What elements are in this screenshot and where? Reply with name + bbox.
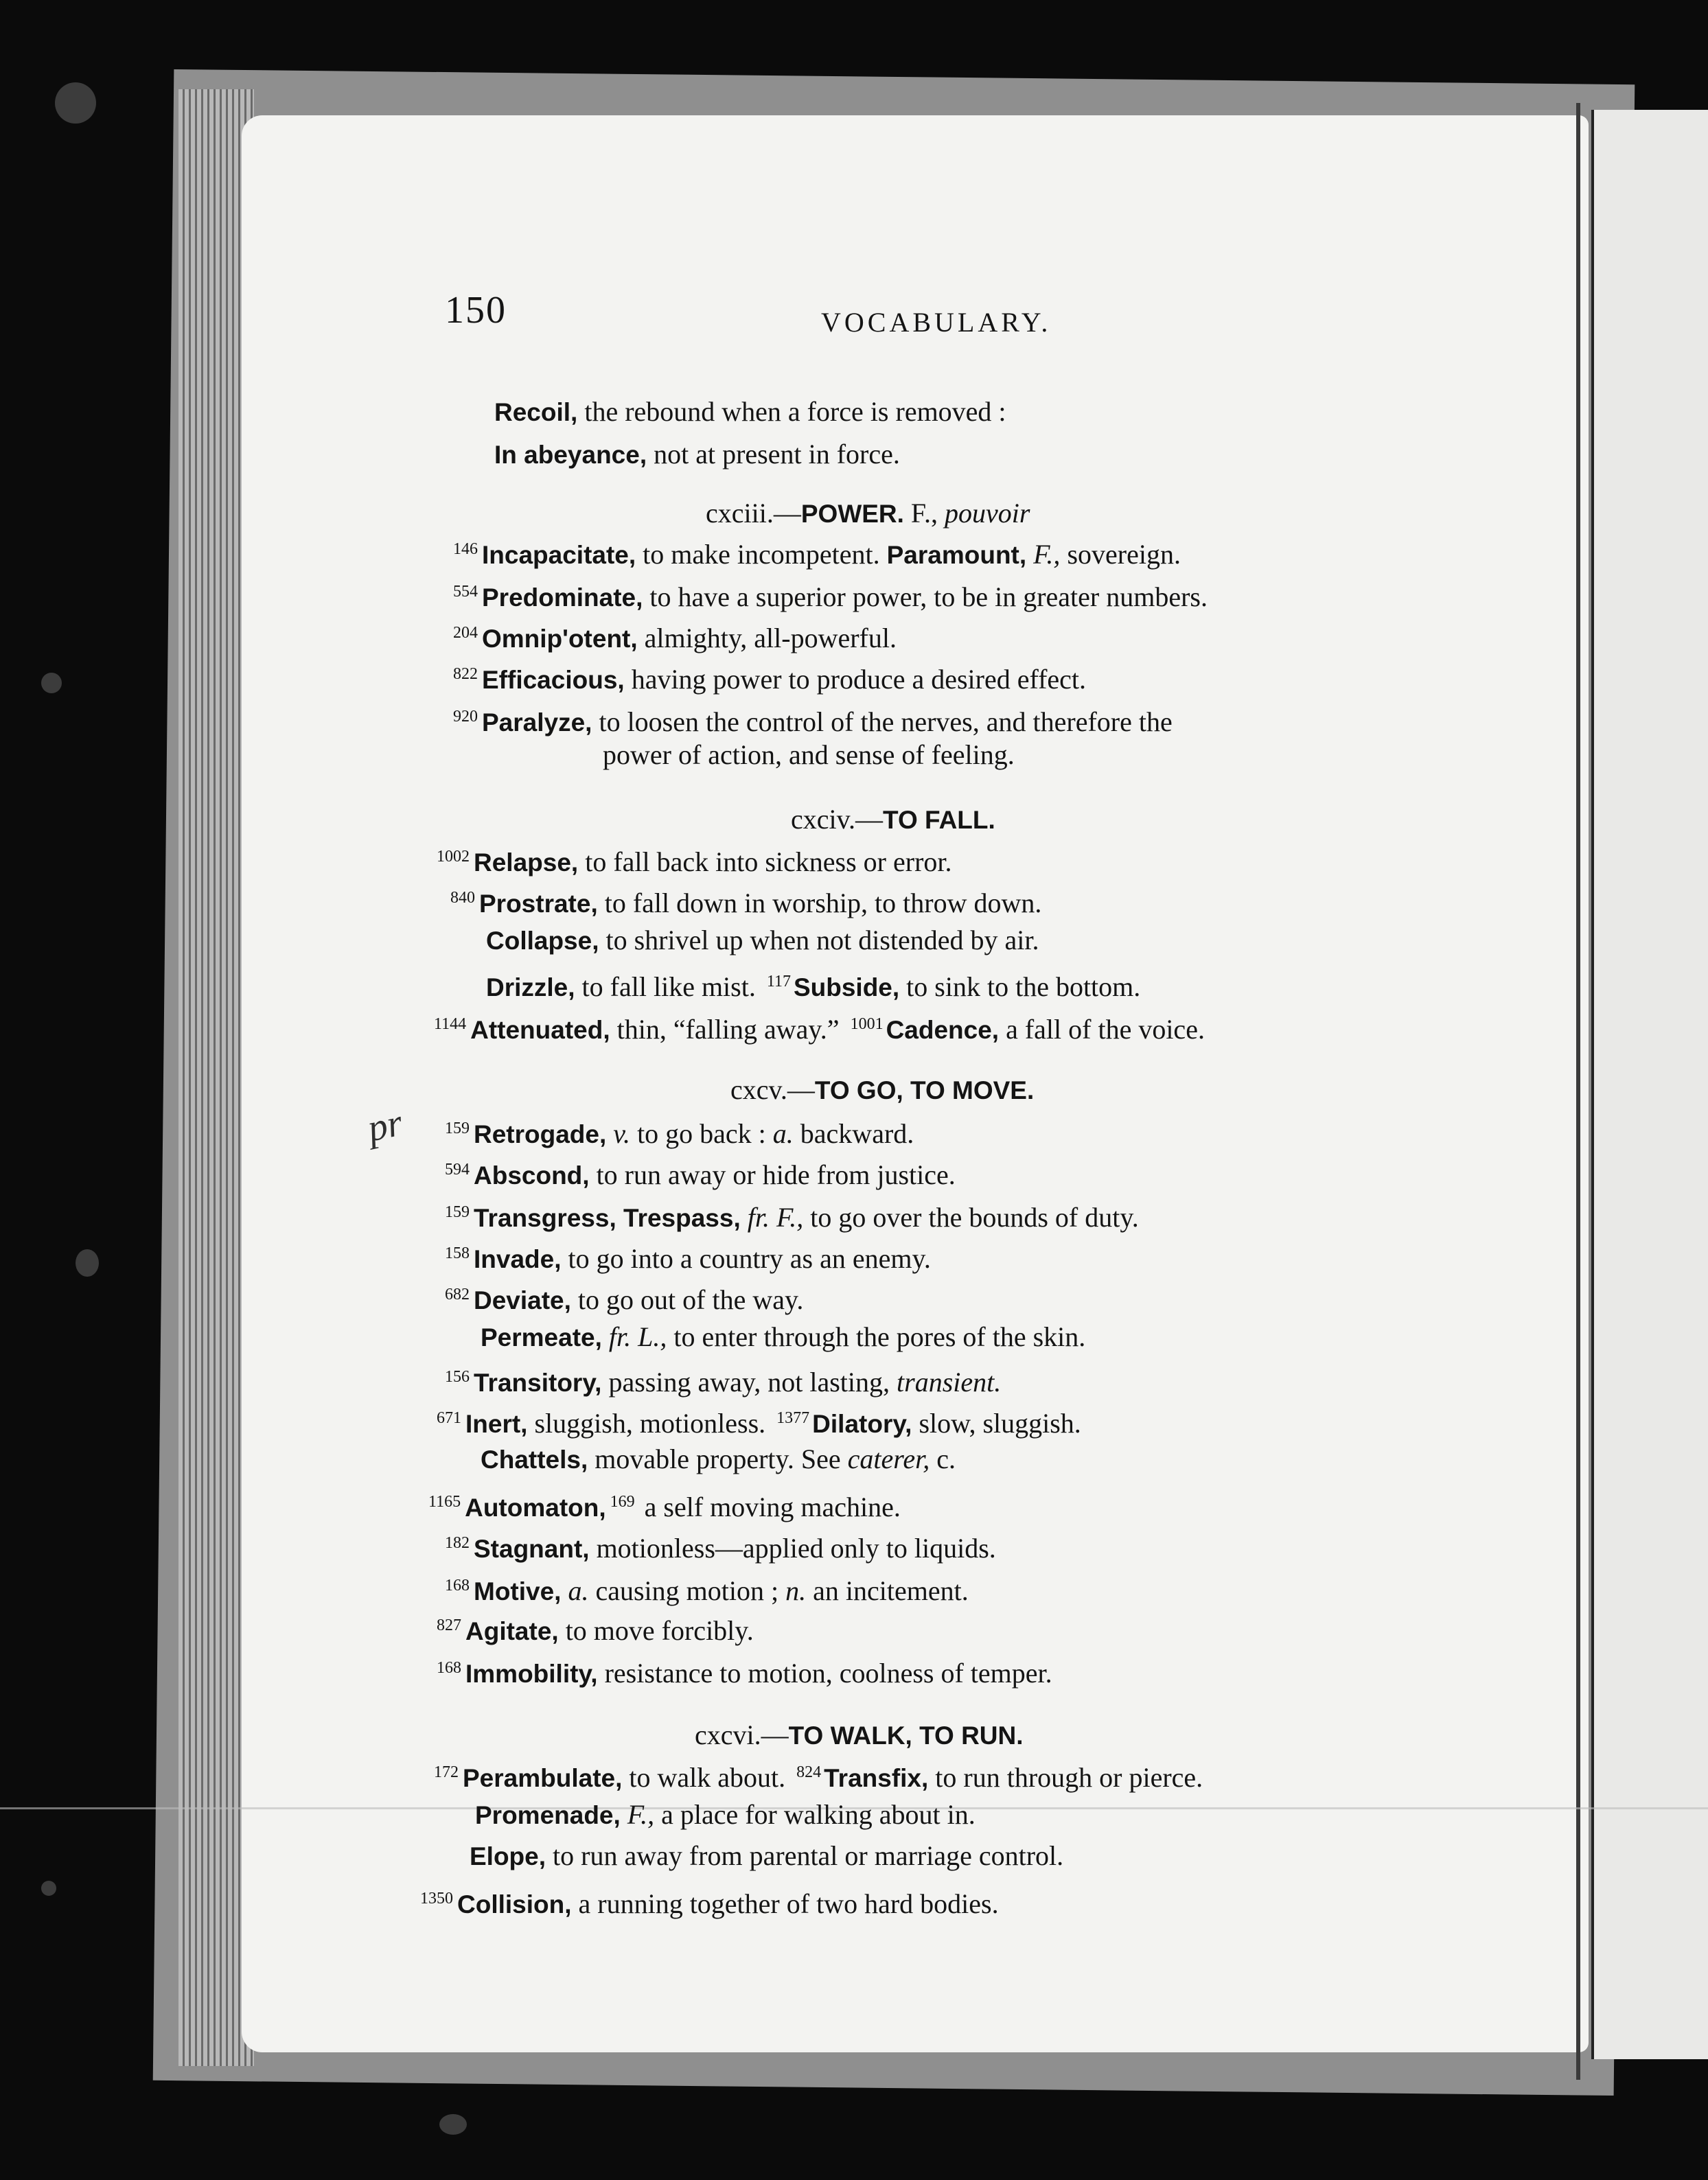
italic-note: a.: [772, 1118, 794, 1149]
definition-text: resistance to motion, coolness of temper.: [597, 1658, 1052, 1689]
italic-note: caterer,: [847, 1443, 930, 1474]
vocab-entry: [445, 1277, 803, 1319]
definition-text: to sink to the bottom.: [899, 971, 1141, 1002]
vocab-entry: [437, 1650, 1052, 1692]
italic-note: fr. L.,: [601, 1321, 667, 1352]
headword: Elope,: [470, 1842, 546, 1870]
reference-number: 168: [437, 1659, 461, 1677]
reference-number: 824: [796, 1763, 822, 1781]
section-heading: [706, 497, 1030, 529]
vocab-entry: [445, 1568, 969, 1610]
vocab-entry: [475, 1797, 976, 1833]
running-head: VOCABULARY.: [821, 307, 1052, 338]
definition-text: to run through or pierce.: [928, 1762, 1203, 1793]
vocab-entry: [453, 574, 1208, 616]
reference-number: 840: [450, 889, 475, 907]
definition-text: to loosen the control of the nerves, and therefore the: [592, 706, 1173, 737]
vocab-entry: [428, 1484, 901, 1526]
headword: Transfix,: [824, 1764, 929, 1792]
headword: Agitate,: [465, 1617, 559, 1645]
margin-note: pr: [364, 1101, 406, 1150]
reference-number: 827: [437, 1616, 461, 1634]
reference-number: 158: [445, 1244, 470, 1262]
vocab-entry: [470, 1838, 1063, 1875]
italic-note: F.,: [620, 1799, 655, 1830]
vocab-entry: [481, 1441, 956, 1478]
vocab-entry: [453, 656, 1086, 698]
definition-text: slow, sluggish.: [912, 1408, 1081, 1439]
headword: Attenuated,: [470, 1016, 610, 1044]
definition-text: an incitement.: [806, 1575, 969, 1606]
vocab-entry: [434, 1754, 1203, 1796]
vocab-entry: [450, 880, 1041, 922]
headword: Immobility,: [465, 1660, 598, 1688]
reference-number: 1144: [434, 1015, 467, 1033]
reference-number: 1350: [420, 1890, 453, 1907]
headword: Dilatory,: [812, 1410, 912, 1438]
definition-text: to fall back into sickness or error.: [578, 846, 952, 877]
headword: Transgress, Trespass,: [474, 1204, 741, 1232]
section-number: cxciii.—: [706, 498, 801, 529]
italic-note: v.: [606, 1118, 631, 1149]
reference-number: 920: [453, 708, 478, 726]
section-title: TO GO, TO MOVE.: [814, 1076, 1035, 1104]
headword: Motive,: [474, 1577, 562, 1605]
entry-continuation: [603, 737, 1015, 773]
definition-text: to go out of the way.: [570, 1284, 804, 1315]
italic-note: F.,: [1026, 539, 1061, 570]
definition-text: power of action, and sense of feeling.: [603, 739, 1015, 770]
reference-number: 204: [453, 624, 478, 642]
vocab-entry: [445, 1111, 914, 1152]
italic-note: a.: [561, 1575, 589, 1606]
headword: Cadence,: [886, 1016, 1000, 1044]
headword: Abscond,: [474, 1161, 590, 1190]
headword: Retrogade,: [474, 1120, 607, 1148]
definition-text: a self moving machine.: [637, 1492, 901, 1522]
headword: Recoil,: [494, 398, 578, 426]
reference-number: 117: [766, 973, 791, 990]
reference-number: 172: [434, 1763, 459, 1781]
section-number: cxcvi.—: [695, 1719, 789, 1750]
reference-number: 169: [610, 1493, 635, 1511]
reference-number: 182: [445, 1534, 470, 1552]
definition-text: to shrivel up when not distended by air.: [599, 925, 1039, 955]
headword: Stagnant,: [474, 1535, 590, 1563]
reference-number: 1001: [850, 1015, 884, 1033]
headword: Perambulate,: [463, 1764, 623, 1792]
headword: Paramount,: [886, 541, 1027, 569]
definition-text: to have a superior power, to be in greater numbers.: [643, 581, 1208, 612]
page-number: 150: [445, 289, 507, 332]
headword: Chattels,: [481, 1446, 588, 1474]
definition-text: to fall down in worship, to throw down.: [597, 888, 1042, 918]
headword: Incapacitate,: [482, 541, 636, 569]
headword: Drizzle,: [486, 973, 575, 1001]
reference-number: 146: [453, 540, 478, 558]
vocab-entry: [486, 964, 1140, 1006]
vocab-entry: [445, 1194, 1139, 1236]
reference-number: 1377: [776, 1409, 810, 1427]
headword: Omnip'otent,: [482, 625, 638, 653]
headword: Inert,: [465, 1410, 528, 1438]
reference-number: 554: [453, 583, 478, 601]
section-title: TO WALK, TO RUN.: [788, 1721, 1024, 1750]
reference-number: 1165: [428, 1493, 461, 1511]
headword: Transitory,: [474, 1369, 602, 1397]
definition-text: a running together of two hard bodies.: [571, 1888, 999, 1919]
headword: In abeyance,: [494, 441, 647, 469]
definition-text: backward.: [793, 1118, 914, 1149]
reference-number: 159: [445, 1120, 470, 1137]
headword: Invade,: [474, 1245, 562, 1273]
definition-text: the rebound when a force is removed :: [577, 396, 1006, 427]
definition-text: sluggish, motionless.: [527, 1408, 773, 1439]
section-heading: [791, 803, 995, 835]
vocab-entry: [437, 1608, 754, 1649]
definition-text: a fall of the voice.: [999, 1014, 1205, 1045]
reference-number: 1002: [437, 848, 470, 866]
reference-number: 168: [445, 1577, 470, 1595]
section-heading: [730, 1074, 1034, 1106]
headword: Promenade,: [475, 1801, 621, 1829]
headword: Relapse,: [474, 848, 579, 877]
definition-text: to fall like mist.: [575, 971, 763, 1002]
headword: Collapse,: [486, 927, 599, 955]
vocab-entry: [481, 1319, 1085, 1356]
headword: Deviate,: [474, 1286, 571, 1314]
section-etymology-italic: pouvoir: [944, 498, 1030, 529]
definition-text: to run away or hide from justice.: [589, 1159, 956, 1190]
section-number: cxciv.—: [791, 804, 884, 835]
headword: Predominate,: [482, 583, 643, 612]
headword: Permeate,: [481, 1323, 602, 1352]
definition-text: c.: [930, 1443, 956, 1474]
headword: Efficacious,: [482, 666, 625, 694]
definition-text: passing away, not lasting,: [601, 1367, 897, 1398]
reference-number: 671: [437, 1409, 461, 1427]
definition-text: to make incompetent.: [636, 539, 887, 570]
section-number: cxcv.—: [730, 1074, 815, 1105]
definition-text: thin, “falling away.”: [610, 1014, 846, 1045]
section-etymology: F.,: [903, 498, 945, 529]
reference-number: 682: [445, 1286, 470, 1303]
reference-number: 156: [445, 1368, 470, 1386]
definition-text: almighty, all-powerful.: [637, 623, 897, 653]
definition-text: to enter through the pores of the skin.: [667, 1321, 1086, 1352]
definition-text: to move forcibly.: [558, 1615, 754, 1646]
definition-text: to walk about.: [622, 1762, 793, 1793]
definition-text: to go over the bounds of duty.: [803, 1202, 1139, 1233]
italic-note: fr. F.,: [740, 1202, 804, 1233]
headword: Automaton,: [465, 1494, 606, 1522]
definition-text: motionless—applied only to liquids.: [589, 1533, 996, 1564]
headword: Collision,: [457, 1890, 572, 1918]
definition-text: a place for walking about in.: [654, 1799, 976, 1830]
definition-text: having power to produce a desired effect.: [624, 664, 1087, 695]
reference-number: 594: [445, 1161, 470, 1179]
vocab-entry: [486, 923, 1039, 959]
vocab-entry: [445, 1359, 1001, 1401]
headword: Subside,: [793, 973, 900, 1001]
italic-note: transient.: [897, 1367, 1002, 1398]
vocab-entry: [453, 531, 1181, 573]
vocab-entry: [445, 1152, 956, 1194]
section-title: POWER.: [800, 500, 904, 528]
vocab-entry: [445, 1525, 996, 1567]
headword: Paralyze,: [482, 708, 592, 737]
reference-number: 822: [453, 665, 478, 683]
definition-text: sovereign.: [1060, 539, 1181, 570]
vocab-entry: [434, 1006, 1205, 1048]
definition-text: to go into a country as an enemy.: [561, 1243, 931, 1274]
definition-text: movable property. See: [588, 1443, 848, 1474]
section-title: TO FALL.: [883, 806, 995, 834]
definition-text: causing motion ;: [588, 1575, 786, 1606]
reference-number: 159: [445, 1203, 470, 1221]
headword: Prostrate,: [479, 890, 598, 918]
definition-text: to run away from parental or marriage control.: [546, 1840, 1064, 1871]
vocab-entry: [494, 437, 900, 473]
definition-text: to go back :: [630, 1118, 773, 1149]
vocab-entry: [420, 1881, 999, 1923]
vocab-entry: [445, 1236, 931, 1277]
definition-text: not at present in force.: [647, 439, 900, 469]
section-heading: [695, 1719, 1024, 1751]
italic-note: n.: [785, 1575, 807, 1606]
vocab-entry: [437, 839, 952, 881]
vocab-entry: [437, 1400, 1081, 1442]
vocab-entry: [453, 615, 897, 657]
vocab-entry: [453, 699, 1173, 741]
vocab-entry: [494, 394, 1006, 430]
